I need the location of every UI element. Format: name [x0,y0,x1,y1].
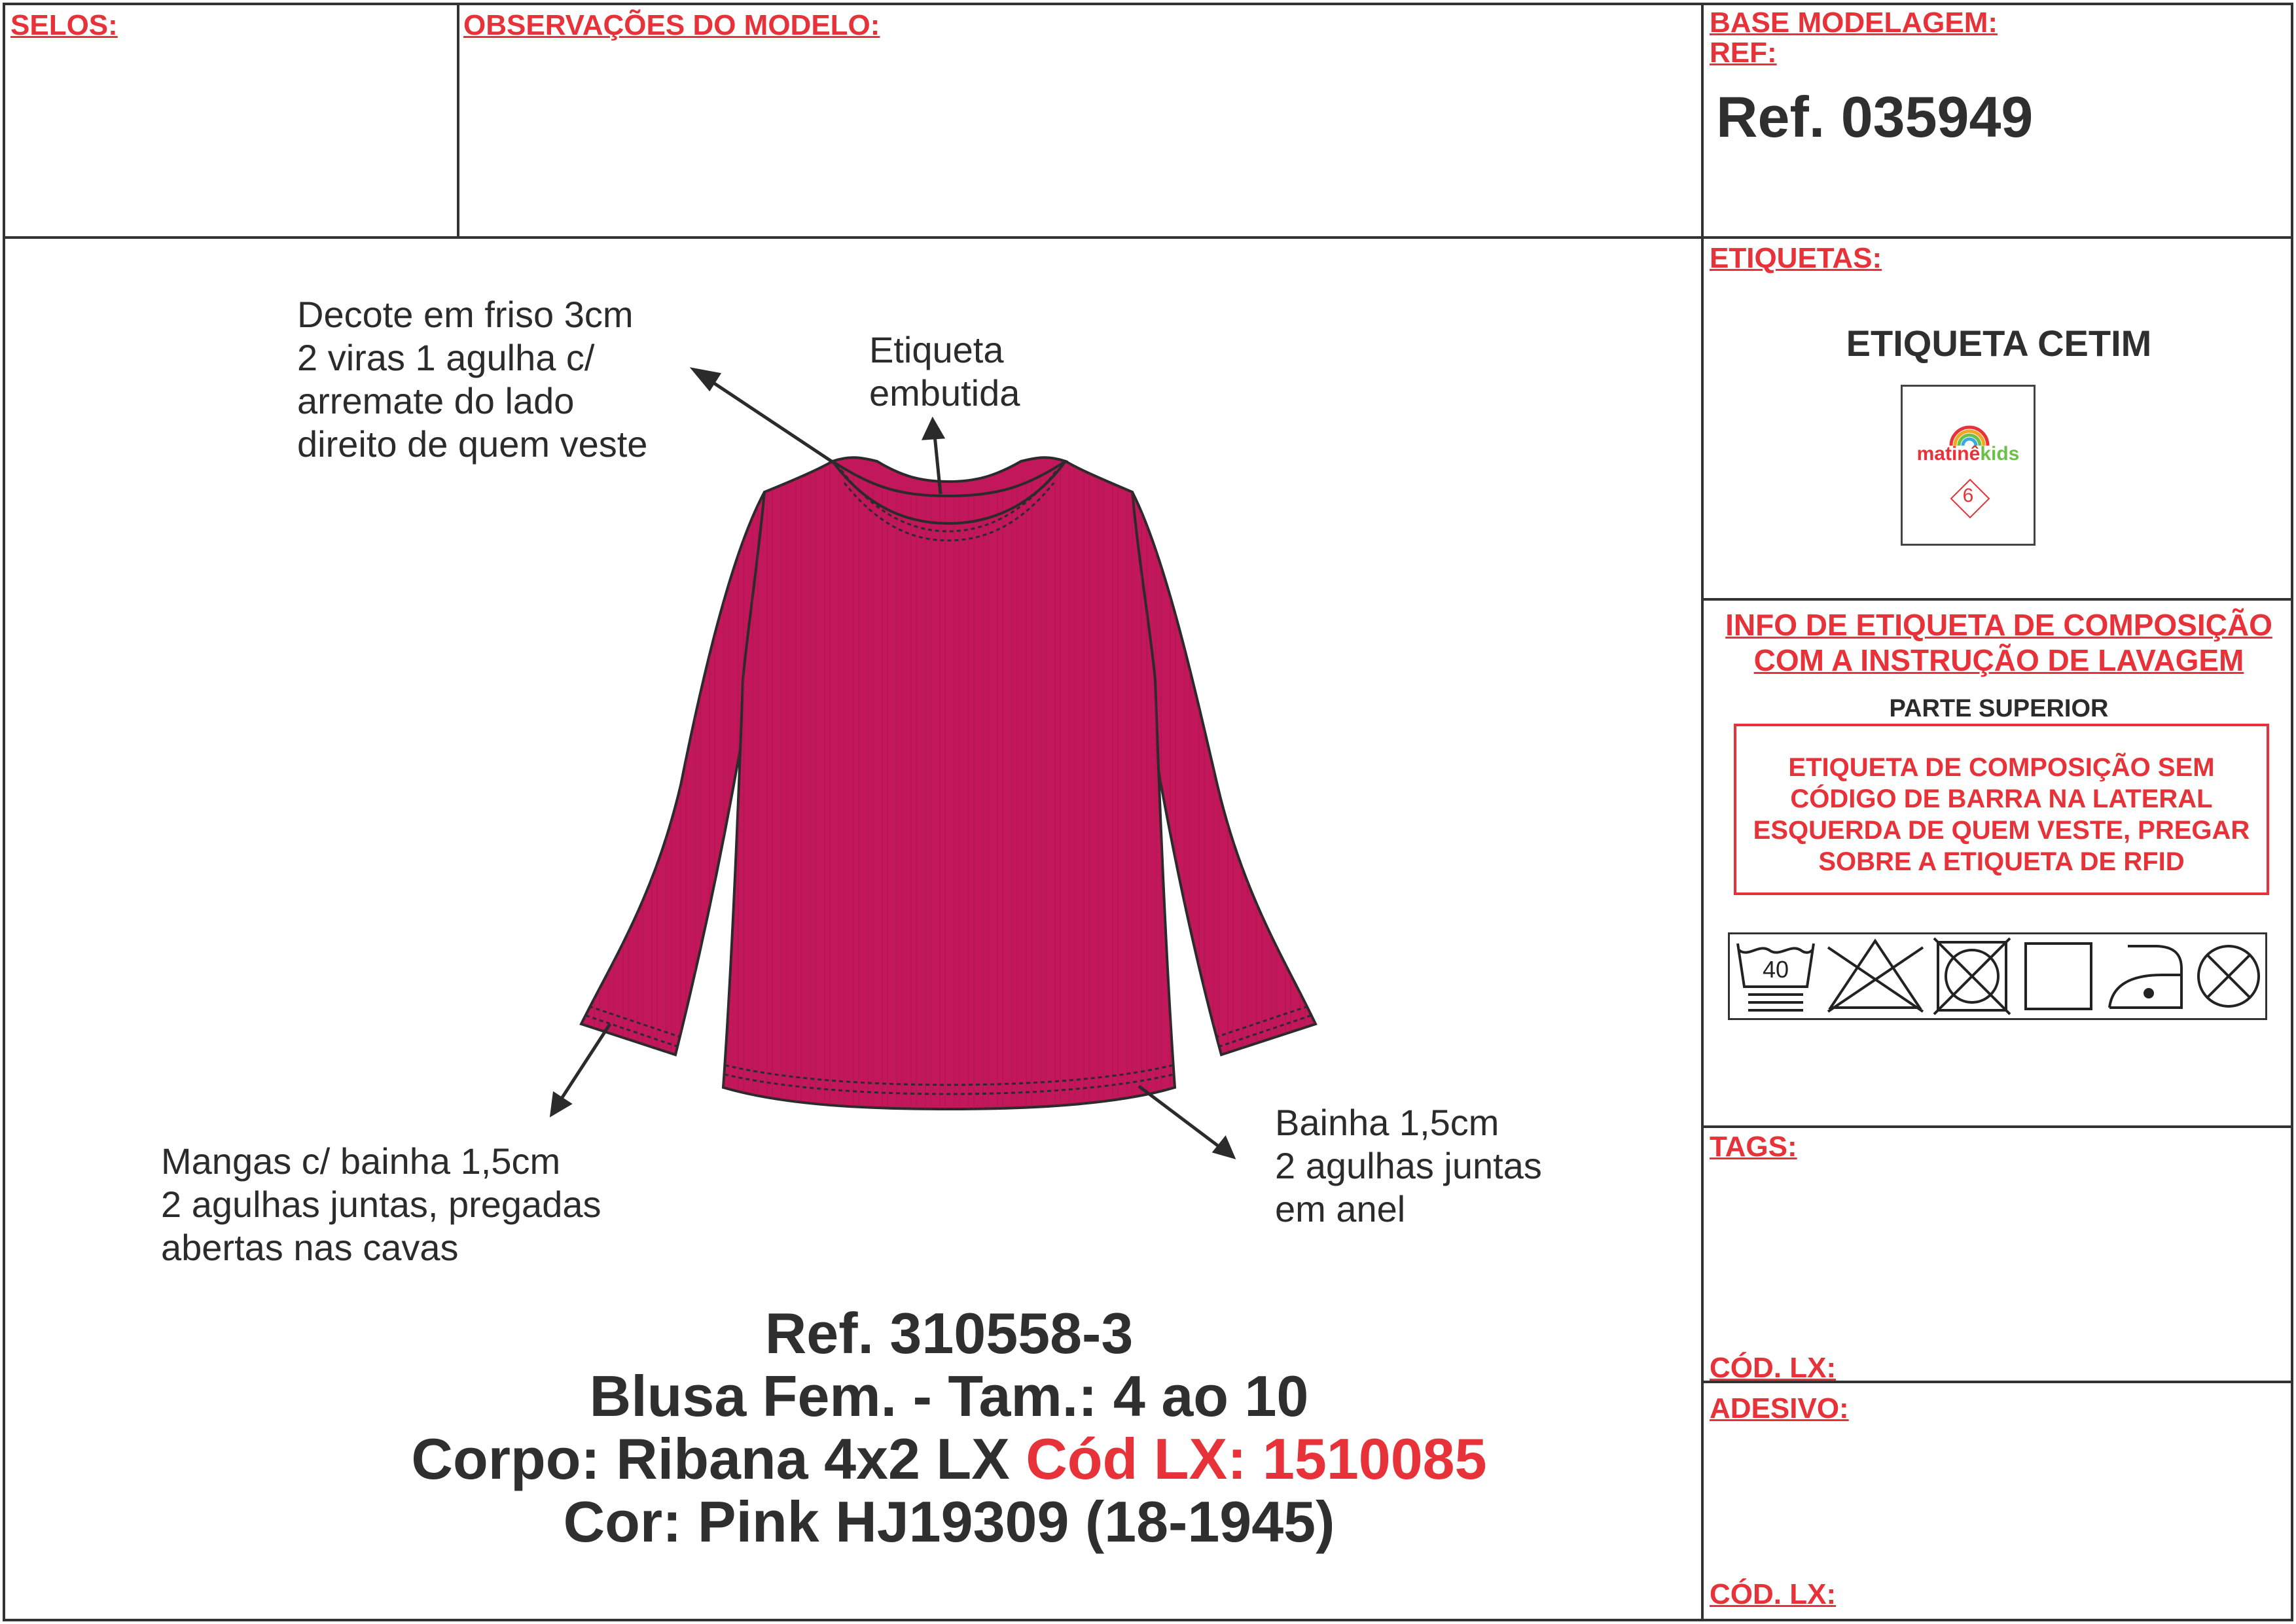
parte-superior-label: PARTE SUPERIOR [1889,695,2109,722]
etiqueta-line-2: embutida [869,372,1020,414]
adesivo-label: ADESIVO: [1710,1392,1849,1424]
body-rib-texture [723,461,1175,1109]
product-ref: Ref. 310558-3 [764,1301,1134,1366]
bainha-arrow [1139,1086,1224,1150]
etiqueta-line-1: Etiqueta [869,329,1004,370]
do-not-bleach-icon [1828,941,1923,1012]
brand-logo-matine: matinê [1916,443,1981,465]
composition-info-title-2: COM A INSTRUÇÃO DE LAVAGEM [1753,643,2244,677]
wash-40-icon [1738,944,1814,1010]
ref-label: REF: [1710,37,1777,69]
blouse-illustration [581,457,1316,1109]
cod-lx-label-adesivo: CÓD. LX: [1710,1578,1837,1610]
decote-line-4: direito de quem veste [297,423,648,465]
etiqueta-cetim-title: ETIQUETA CETIM [1846,323,2152,364]
etiqueta-arrow-head [924,420,942,438]
decote-line-2: 2 viras 1 agulha c/ [297,337,595,378]
composition-note-1: ETIQUETA DE COMPOSIÇÃO SEM [1788,753,2215,782]
observacoes-label: OBSERVAÇÕES DO MODELO: [463,9,880,41]
mangas-arrow [558,1024,610,1104]
product-color: Cor: Pink HJ19309 (18-1945) [563,1489,1335,1554]
composition-note-3: ESQUERDA DE QUEM VESTE, PREGAR [1753,816,2250,845]
sidebar-row-2 [1702,598,2293,601]
sidebar-row-3 [1702,1125,2293,1128]
do-not-dry-clean-icon [2198,946,2259,1006]
fabric-text: Corpo: Ribana 4x2 LX [411,1426,1026,1491]
bainha-line-2: 2 agulhas juntas [1275,1145,1542,1186]
mangas-callout [161,1140,601,1269]
selos-label: SELOS: [10,9,118,41]
decote-line-1: Decote em friso 3cm [297,294,634,335]
brand-logo-kids: kids [1980,443,2020,465]
base-ref-number: Ref. 035949 [1716,84,2034,149]
bainha-arrow-head [1215,1139,1233,1157]
do-not-tumble-dry-icon [1934,938,2010,1014]
composition-info-title-1: INFO DE ETIQUETA DE COMPOSIÇÃO [1725,608,2272,642]
product-info [0,1302,1898,1553]
iron-low-icon [2109,946,2181,1008]
bainha-line-1: Bainha 1,5cm [1275,1102,1499,1143]
base-modelagem-label: BASE MODELAGEM: [1710,7,1998,39]
decote-callout [297,293,647,466]
mangas-arrow-head [552,1094,569,1114]
care-symbols [1730,934,2265,1018]
etiquetas-label: ETIQUETAS: [1710,242,1882,274]
mangas-line-3: abertas nas cavas [161,1227,459,1268]
satin-label-sample [1901,385,2036,546]
mangas-line-1: Mangas c/ bainha 1,5cm [161,1140,561,1182]
care-symbols-box [1728,932,2267,1020]
bainha-line-3: em anel [1275,1188,1406,1229]
brand-logo [1903,443,2034,465]
sidebar-row-1 [1702,236,2293,239]
etiqueta-callout [869,328,1020,415]
product-fabric [0,1428,1898,1491]
decote-arrow-head [694,370,719,389]
composition-note-2: CÓDIGO DE BARRA NA LATERAL [1790,785,2213,813]
bainha-callout [1275,1101,1542,1231]
tags-label: TAGS: [1710,1131,1797,1163]
product-description: Blusa Fem. - Tam.: 4 ao 10 [589,1364,1309,1428]
size-number: 6 [1962,485,1974,506]
cod-lx-label-tags: CÓD. LX: [1710,1352,1837,1384]
composition-info-title [1704,607,2293,678]
mangas-line-2: 2 agulhas juntas, pregadas [161,1184,601,1225]
wash-temp: 40 [1762,956,1789,983]
line-dry-icon [2026,944,2091,1009]
fabric-code: Cód LX: 1510085 [1026,1426,1487,1491]
decote-arrow [704,376,834,463]
composition-note-box [1734,724,2269,895]
composition-note-4: SOBRE A ETIQUETA DE RFID [1818,847,2185,876]
decote-line-3: arremate do lado [297,380,575,421]
